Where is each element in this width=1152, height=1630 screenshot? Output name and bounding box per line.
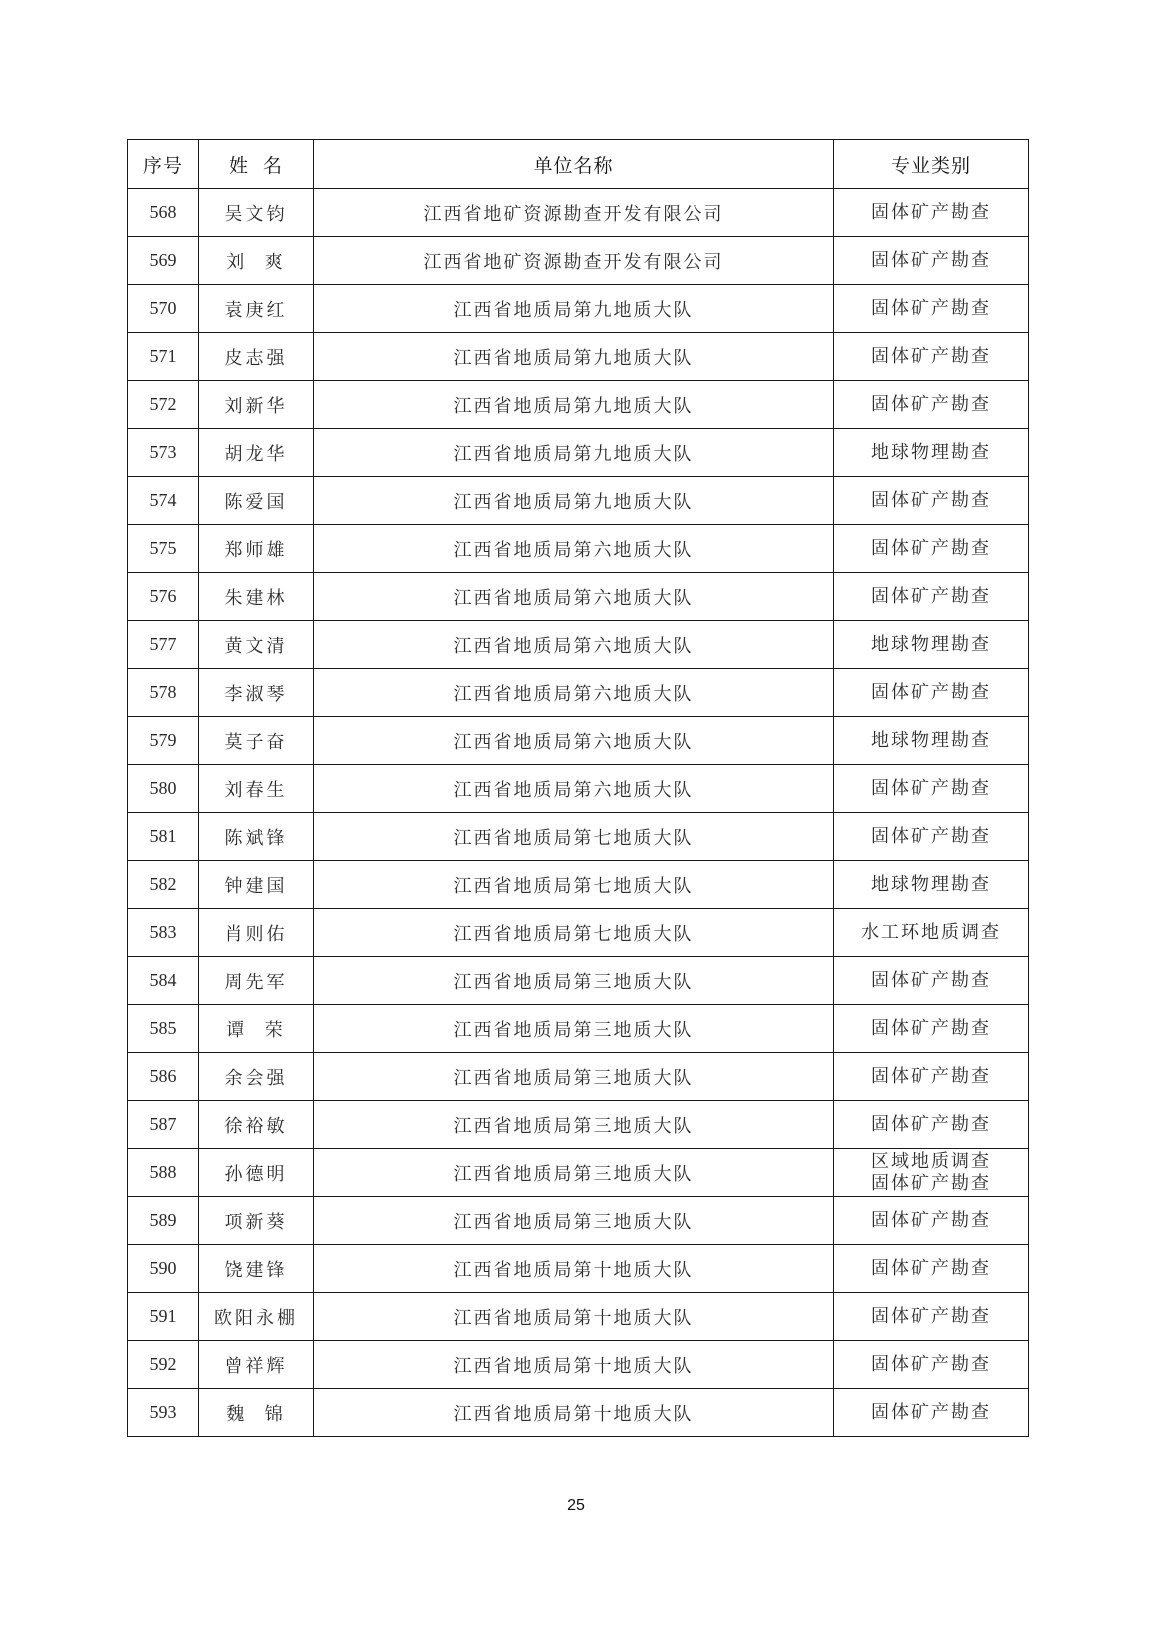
cell-no: 586 [128,1053,199,1101]
cell-category [834,237,1029,285]
cell-name: 周先军 [199,957,314,1005]
cell-name: 袁庚红 [199,285,314,333]
table-row [128,813,1029,861]
cell-name: 黄文清 [199,621,314,669]
cell-unit: 江西省地质局第三地质大队 [314,1005,834,1053]
header-unit: 单位名称 [314,140,834,189]
table-row [128,573,1029,621]
cell-no: 587 [128,1101,199,1149]
table-row [128,1197,1029,1245]
cell-no: 572 [128,381,199,429]
cell-unit: 江西省地质局第九地质大队 [314,333,834,381]
cell-name: 曾祥辉 [199,1341,314,1389]
cell-unit: 江西省地质局第七地质大队 [314,813,834,861]
cell-no: 579 [128,717,199,765]
table-row [128,1149,1029,1197]
table-row [128,861,1029,909]
cell-category [834,909,1029,957]
cell-name: 陈爱国 [199,477,314,525]
table-row [128,189,1029,237]
category-line: 固体矿产勘查 [871,681,991,703]
header-no: 序号 [128,140,199,189]
cell-name: 胡龙华 [199,429,314,477]
category-line: 水工环地质调查 [861,921,1001,943]
cell-category [834,189,1029,237]
cell-unit: 江西省地质局第六地质大队 [314,525,834,573]
cell-category [834,285,1029,333]
cell-no: 578 [128,669,199,717]
page-number: 25 [567,1497,585,1514]
category-line: 固体矿产勘查 [871,297,991,319]
cell-category [834,957,1029,1005]
personnel-table [127,139,1029,1437]
cell-no: 584 [128,957,199,1005]
category-line: 地球物理勘查 [871,441,991,463]
cell-name: 吴文钧 [199,189,314,237]
cell-category [834,621,1029,669]
cell-unit: 江西省地矿资源勘查开发有限公司 [314,189,834,237]
category-line: 固体矿产勘查 [871,585,991,607]
cell-no: 591 [128,1293,199,1341]
cell-no: 585 [128,1005,199,1053]
table-row [128,237,1029,285]
table-row [128,525,1029,573]
cell-name: 钟建国 [199,861,314,909]
cell-category [834,1293,1029,1341]
table-row [128,765,1029,813]
category-line: 固体矿产勘查 [871,1353,991,1375]
category-line: 固体矿产勘查 [871,345,991,367]
table-row [128,621,1029,669]
table-row [128,1341,1029,1389]
category-line: 固体矿产勘查 [871,537,991,559]
cell-category [834,717,1029,765]
cell-category [834,1005,1029,1053]
cell-name: 魏 锦 [199,1389,314,1437]
table-row [128,669,1029,717]
cell-unit: 江西省地质局第六地质大队 [314,717,834,765]
table-row [128,1005,1029,1053]
cell-name: 朱建林 [199,573,314,621]
cell-unit: 江西省地质局第三地质大队 [314,1101,834,1149]
cell-category [834,1341,1029,1389]
category-line: 固体矿产勘查 [871,1209,991,1231]
cell-unit: 江西省地质局第六地质大队 [314,669,834,717]
table-row [128,1389,1029,1437]
table-row [128,333,1029,381]
cell-name: 郑师雄 [199,525,314,573]
cell-no: 590 [128,1245,199,1293]
cell-no: 588 [128,1149,199,1197]
category-line: 固体矿产勘查 [871,1172,991,1194]
cell-name: 余会强 [199,1053,314,1101]
category-line: 固体矿产勘查 [871,1017,991,1039]
cell-category [834,669,1029,717]
cell-no: 573 [128,429,199,477]
cell-unit: 江西省地质局第十地质大队 [314,1245,834,1293]
cell-unit: 江西省地质局第三地质大队 [314,957,834,1005]
cell-no: 568 [128,189,199,237]
cell-name: 肖则佑 [199,909,314,957]
category-line: 固体矿产勘查 [871,1401,991,1423]
cell-unit: 江西省地质局第三地质大队 [314,1149,834,1197]
category-line: 固体矿产勘查 [871,1065,991,1087]
cell-unit: 江西省地质局第六地质大队 [314,765,834,813]
category-line: 固体矿产勘查 [871,825,991,847]
cell-no: 570 [128,285,199,333]
cell-unit: 江西省地质局第十地质大队 [314,1293,834,1341]
category-line: 固体矿产勘查 [871,1257,991,1279]
cell-unit: 江西省地质局第三地质大队 [314,1197,834,1245]
cell-name: 刘 爽 [199,237,314,285]
header-category: 专业类别 [834,140,1029,189]
category-line: 固体矿产勘查 [871,489,991,511]
category-line: 固体矿产勘查 [871,393,991,415]
cell-category [834,1101,1029,1149]
cell-name: 皮志强 [199,333,314,381]
cell-no: 569 [128,237,199,285]
cell-no: 581 [128,813,199,861]
table-row [128,909,1029,957]
cell-category [834,381,1029,429]
cell-unit: 江西省地质局第十地质大队 [314,1389,834,1437]
cell-category [834,813,1029,861]
cell-no: 592 [128,1341,199,1389]
table-row [128,957,1029,1005]
cell-category [834,1197,1029,1245]
cell-unit: 江西省地质局第九地质大队 [314,381,834,429]
category-line: 固体矿产勘查 [871,1113,991,1135]
header-name: 姓 名 [199,140,314,189]
category-line: 地球物理勘查 [871,873,991,895]
cell-category [834,765,1029,813]
cell-category [834,1053,1029,1101]
table-row [128,717,1029,765]
cell-category [834,573,1029,621]
category-line: 地球物理勘查 [871,633,991,655]
cell-no: 593 [128,1389,199,1437]
cell-unit: 江西省地质局第七地质大队 [314,861,834,909]
cell-no: 574 [128,477,199,525]
cell-unit: 江西省地质局第九地质大队 [314,477,834,525]
category-line: 固体矿产勘查 [871,201,991,223]
cell-name: 孙德明 [199,1149,314,1197]
cell-no: 580 [128,765,199,813]
cell-category [834,1389,1029,1437]
table-row [128,1053,1029,1101]
cell-no: 575 [128,525,199,573]
cell-category [834,1245,1029,1293]
table-header-row [128,140,1029,189]
cell-category [834,429,1029,477]
cell-no: 571 [128,333,199,381]
cell-unit: 江西省地质局第九地质大队 [314,285,834,333]
cell-unit: 江西省地矿资源勘查开发有限公司 [314,237,834,285]
cell-name: 刘新华 [199,381,314,429]
category-line: 地球物理勘查 [871,729,991,751]
cell-no: 577 [128,621,199,669]
cell-name: 刘春生 [199,765,314,813]
category-line: 固体矿产勘查 [871,969,991,991]
table-row [128,381,1029,429]
table-row [128,1245,1029,1293]
cell-name: 饶建锋 [199,1245,314,1293]
table-row [128,1293,1029,1341]
cell-unit: 江西省地质局第七地质大队 [314,909,834,957]
cell-unit: 江西省地质局第十地质大队 [314,1341,834,1389]
category-line: 固体矿产勘查 [871,1305,991,1327]
cell-no: 576 [128,573,199,621]
table-row [128,1101,1029,1149]
table-row [128,285,1029,333]
cell-category [834,861,1029,909]
cell-unit: 江西省地质局第六地质大队 [314,573,834,621]
cell-name: 徐裕敏 [199,1101,314,1149]
cell-category [834,333,1029,381]
table-row [128,477,1029,525]
cell-name: 谭 荣 [199,1005,314,1053]
cell-name: 莫子奋 [199,717,314,765]
category-line: 固体矿产勘查 [871,777,991,799]
cell-name: 项新葵 [199,1197,314,1245]
category-line: 固体矿产勘查 [871,249,991,271]
cell-unit: 江西省地质局第三地质大队 [314,1053,834,1101]
cell-unit: 江西省地质局第六地质大队 [314,621,834,669]
cell-name: 欧阳永棚 [199,1293,314,1341]
cell-category [834,525,1029,573]
cell-no: 583 [128,909,199,957]
cell-category [834,477,1029,525]
table-body [128,189,1029,1437]
cell-name: 李淑琴 [199,669,314,717]
table-row [128,429,1029,477]
cell-category [834,1149,1029,1197]
cell-unit: 江西省地质局第九地质大队 [314,429,834,477]
category-line: 区域地质调查 [871,1150,991,1172]
cell-no: 582 [128,861,199,909]
cell-name: 陈斌锋 [199,813,314,861]
cell-no: 589 [128,1197,199,1245]
